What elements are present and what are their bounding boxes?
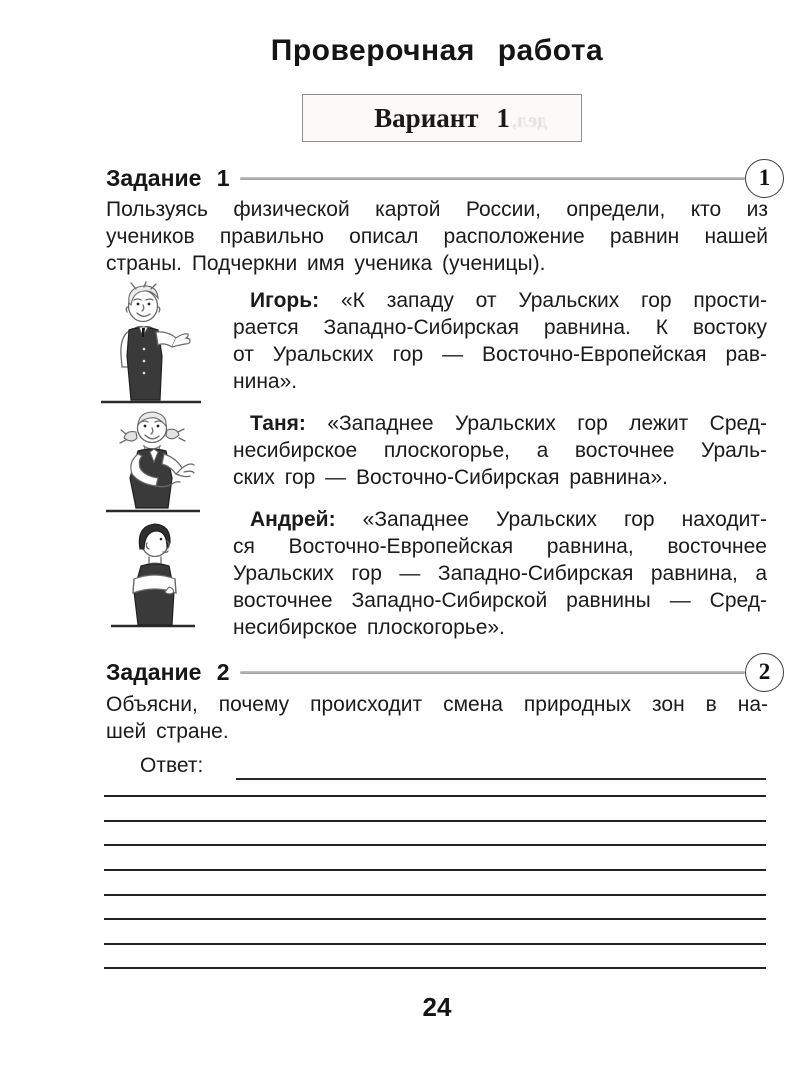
showthrough-ghost-text: дел,: [512, 110, 548, 132]
boy-igor-illustration: [98, 281, 213, 407]
answer-underline: [236, 778, 766, 780]
task1-header: [106, 159, 784, 197]
variant-label: Вариант 1: [374, 102, 510, 133]
answer-label: Ответ:: [140, 754, 204, 777]
task1-label: Задание 1: [106, 164, 230, 191]
boy-andrey-illustration: [103, 519, 208, 631]
girl-tanya-illustration: [100, 406, 235, 516]
speaker-line: Игорь: «К западу от Уральских гор прости-: [250, 289, 767, 312]
task2-line: шей стране.: [106, 720, 229, 743]
intro-line: страны. Подчеркни имя ученика (ученицы).: [106, 252, 546, 275]
answer-ruled-line: [104, 943, 766, 945]
speaker-line: несибирское плоскогорье, а восточнее Ураль-: [233, 439, 767, 462]
speaker-name: Таня:: [250, 412, 306, 435]
speaker-line: восточнее Западно-Сибирской равнины — Сред-: [233, 589, 767, 612]
answer-ruled-line: [104, 820, 766, 822]
task2-rule-line: [240, 671, 745, 674]
igor-quote-paragraph: [233, 287, 767, 395]
task2-header: [106, 653, 784, 691]
task2-paragraph: [106, 691, 768, 745]
answer-ruled-line: [104, 795, 766, 797]
task1-intro-paragraph: [106, 196, 768, 277]
answer-ruled-line: [104, 967, 766, 969]
intro-line: учеников правильно описал расположение равнин нашей: [106, 225, 768, 248]
page-number: 24: [422, 992, 452, 1022]
task1-rule-line: [240, 177, 745, 180]
speaker-line: нина».: [233, 370, 298, 393]
andrey-quote-paragraph: [233, 506, 767, 641]
answer-ruled-line: [104, 894, 766, 896]
speaker-line: Таня: «Западнее Уральских гор лежит Сред-: [250, 412, 767, 435]
intro-line: Пользуясь физической картой России, определи, кто из: [106, 198, 768, 221]
speaker-line: от Уральских гор — Восточно-Европейская рав-: [233, 343, 767, 366]
page-title: Проверочная работа: [270, 34, 604, 67]
task2-number-badge: 2: [745, 653, 784, 692]
task1-number-badge: 1: [745, 159, 784, 198]
answer-ruled-line: [104, 869, 766, 871]
tanya-quote-paragraph: [233, 410, 767, 491]
speaker-name: Игорь:: [250, 289, 320, 312]
answer-ruled-line: [104, 918, 766, 920]
task2-label: Задание 2: [106, 658, 230, 685]
speaker-line: ских гор — Восточно-Сибирская равнина».: [233, 466, 668, 489]
task2-line: Объясни, почему происходит смена природных зон в на-: [106, 693, 768, 716]
speaker-line: рается Западно-Сибирская равнина. К востоку: [233, 316, 767, 339]
speaker-name: Андрей:: [250, 508, 336, 531]
answer-ruled-line: [104, 844, 766, 846]
speaker-line: Андрей: «Западнее Уральских гор находит-: [250, 508, 767, 531]
speaker-line: Уральских гор — Западно-Сибирская равнина, а: [233, 562, 767, 585]
speaker-line: несибирское плоскогорье».: [233, 616, 505, 639]
speaker-line: ся Восточно-Европейская равнина, восточнее: [233, 535, 767, 558]
